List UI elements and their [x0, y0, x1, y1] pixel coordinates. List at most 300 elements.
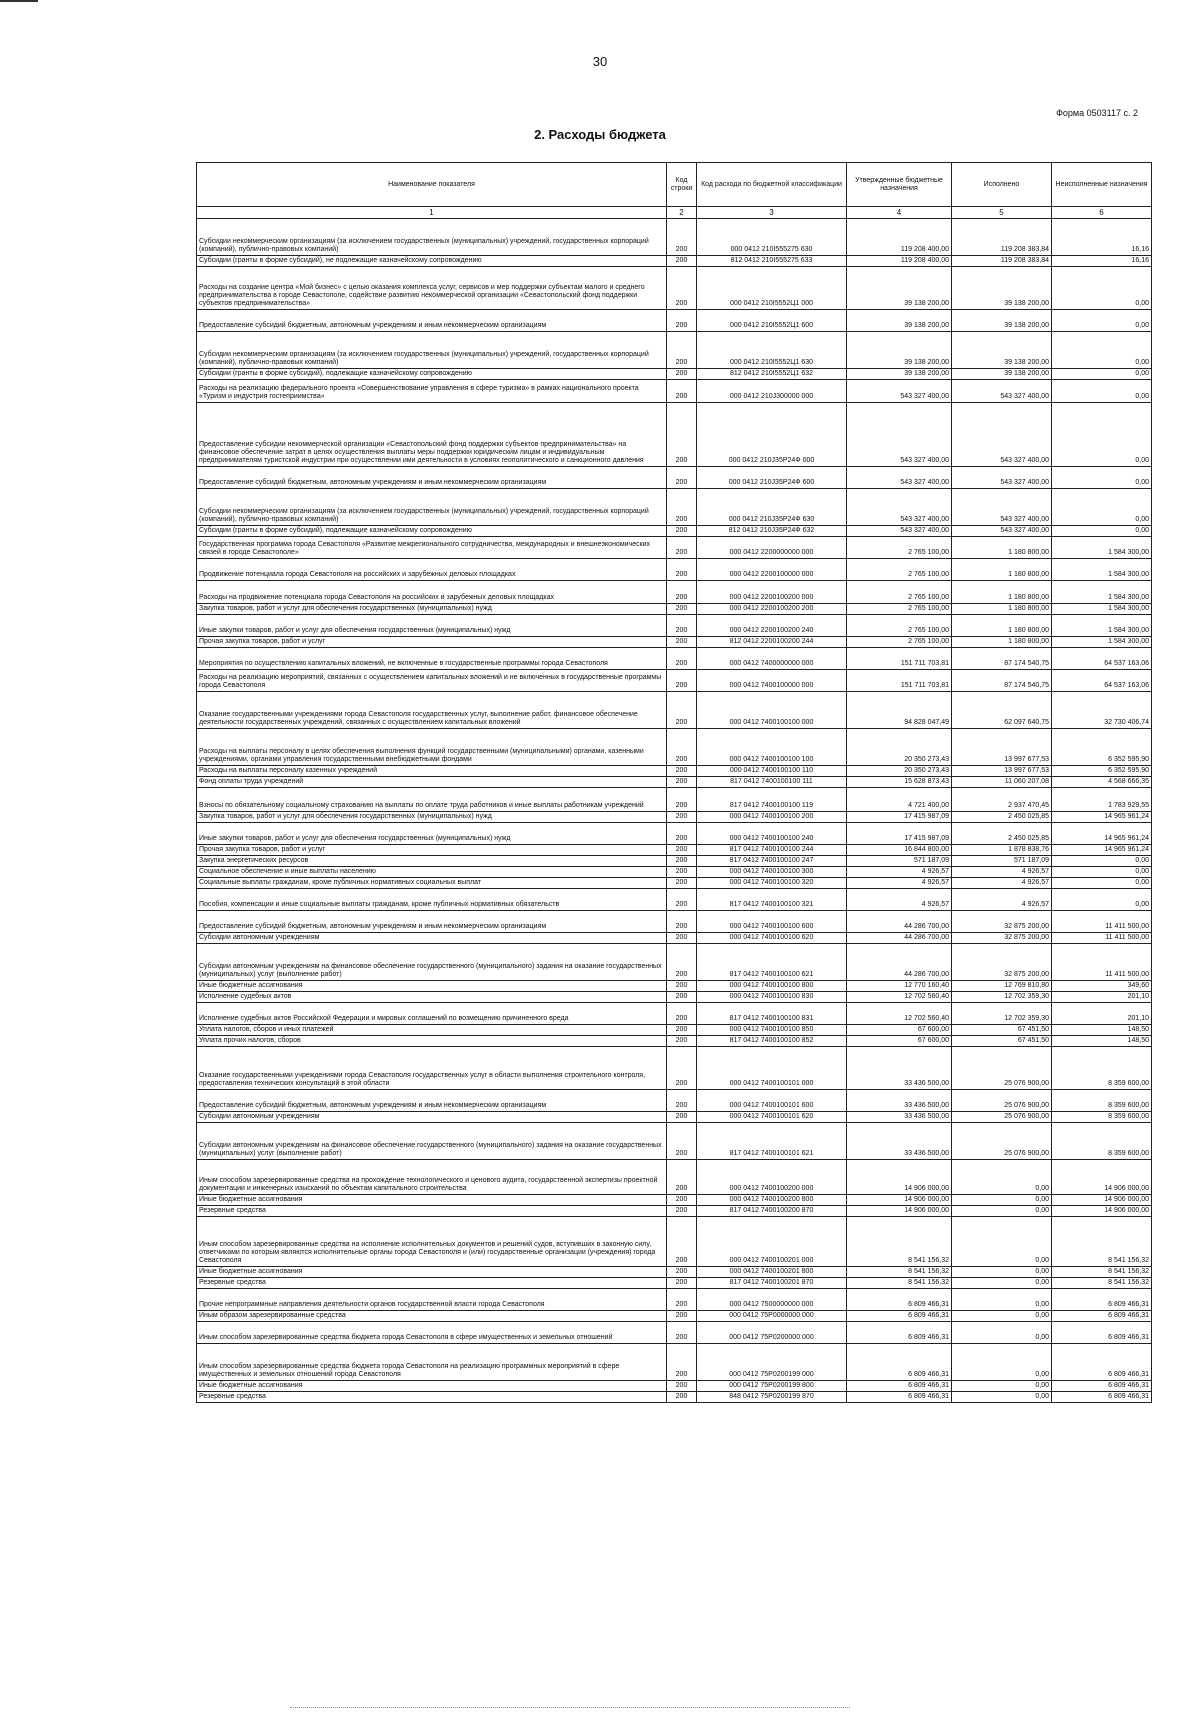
indicator-name: Иные бюджетные ассигнования: [197, 1381, 667, 1392]
approved-amount: 12 770 160,40: [847, 981, 952, 992]
line-code: 200: [667, 1123, 697, 1160]
approved-amount: 44 286 700,00: [847, 944, 952, 981]
indicator-name: Закупка товаров, работ и услуг для обеспечения государственных (муниципальных) нужд: [197, 604, 667, 615]
unexecuted-amount: 0,00: [1052, 889, 1152, 911]
unexecuted-amount: 0,00: [1052, 380, 1152, 403]
scan-bottom-artifact: [290, 1707, 850, 1709]
indicator-name: Иные бюджетные ассигнования: [197, 1267, 667, 1278]
line-code: 200: [667, 637, 697, 648]
classification-code: 817 0412 7400100100 321: [697, 889, 847, 911]
approved-amount: 543 327 400,00: [847, 403, 952, 467]
line-code: 200: [667, 729, 697, 766]
classification-code: 817 0412 7400100100 852: [697, 1036, 847, 1047]
unexecuted-amount: 0,00: [1052, 267, 1152, 310]
unexecuted-amount: 6 352 595,90: [1052, 729, 1152, 766]
table-row: [197, 526, 1152, 537]
executed-amount: 0,00: [952, 1381, 1052, 1392]
indicator-name: Закупка товаров, работ и услуг для обеспечения государственных (муниципальных) нужд: [197, 812, 667, 823]
classification-code: 817 0412 7400100100 621: [697, 944, 847, 981]
unexecuted-amount: 6 809 466,31: [1052, 1381, 1152, 1392]
approved-amount: 16 844 800,00: [847, 845, 952, 856]
classification-code: 000 0412 7400100100 100: [697, 729, 847, 766]
classification-code: 817 0412 7400100101 621: [697, 1123, 847, 1160]
approved-amount: 33 436 500,00: [847, 1112, 952, 1123]
classification-code: 000 0412 7400100100 800: [697, 981, 847, 992]
line-code: 200: [667, 1392, 697, 1403]
table-row: [197, 692, 1152, 729]
classification-code: 000 0412 210J35Р24Ф 600: [697, 467, 847, 489]
executed-amount: 39 138 200,00: [952, 267, 1052, 310]
executed-amount: 67 451,50: [952, 1025, 1052, 1036]
unexecuted-amount: 0,00: [1052, 856, 1152, 867]
executed-amount: 543 327 400,00: [952, 403, 1052, 467]
unexecuted-amount: 64 537 163,06: [1052, 670, 1152, 692]
indicator-name: Исполнение судебных актов: [197, 992, 667, 1003]
document-title: 2. Расходы бюджета: [534, 127, 666, 142]
indicator-name: Прочая закупка товаров, работ и услуг: [197, 637, 667, 648]
classification-code: 848 0412 75Р0200199 870: [697, 1392, 847, 1403]
approved-amount: 2 765 100,00: [847, 581, 952, 604]
line-code: 200: [667, 1217, 697, 1267]
unexecuted-amount: 349,60: [1052, 981, 1152, 992]
executed-amount: 0,00: [952, 1322, 1052, 1344]
column-number: 2: [667, 207, 697, 219]
indicator-name: Прочие непрограммные направления деятельности органов государственной власти города Севастополя: [197, 1289, 667, 1311]
table-row: [197, 369, 1152, 380]
indicator-name: Продвижение потенциала города Севастополя на российских и зарубежных деловых площадках: [197, 559, 667, 581]
unexecuted-amount: 1 584 300,00: [1052, 559, 1152, 581]
classification-code: 817 0412 7400100100 831: [697, 1003, 847, 1025]
line-code: 200: [667, 867, 697, 878]
classification-code: 000 0412 7400100100 240: [697, 823, 847, 845]
table-row: [197, 911, 1152, 933]
page-number: 30: [592, 54, 608, 69]
indicator-name: Предоставление субсидий бюджетным, автономным учреждениям и иным некоммерческим организациям: [197, 467, 667, 489]
indicator-name: Субсидии некоммерческим организациям (за исключением государственных (муниципальных) учреждений, государственных корпораций (компаний), публично-правовых компаний): [197, 489, 667, 526]
line-code: 200: [667, 369, 697, 380]
indicator-name: Оказание государственными учреждениями города Севастополя государственных услуг, выполнение работ, финансовое обеспечение деятельности государственных учреждений, связанных с осуществлением капитальных вложений: [197, 692, 667, 729]
table-row: [197, 467, 1152, 489]
classification-code: 000 0412 75Р0200000 000: [697, 1322, 847, 1344]
indicator-name: Фонд оплаты труда учреждений: [197, 777, 667, 788]
indicator-name: Иные закупки товаров, работ и услуг для обеспечения государственных (муниципальных) нужд: [197, 823, 667, 845]
line-code: 200: [667, 526, 697, 537]
indicator-name: Иным способом зарезервированные средства на исполнение исполнительных документов и решений судов, вступивших в законную силу, ответчиками по которым являются исполнительные органы города Севастополя и (или) государственные организации (учреждения) города Севастополя: [197, 1217, 667, 1267]
approved-amount: 33 436 500,00: [847, 1123, 952, 1160]
indicator-name: Исполнение судебных актов Российской Федерации и мировых соглашений по возмещению причиненного вреда: [197, 1003, 667, 1025]
unexecuted-amount: 6 809 466,31: [1052, 1322, 1152, 1344]
table-row: [197, 878, 1152, 889]
executed-amount: 543 327 400,00: [952, 380, 1052, 403]
approved-amount: 20 350 273,43: [847, 766, 952, 777]
indicator-name: Иным способом зарезервированные средства на прохождение технологического и ценового аудита, государственной экспертизы проектной документации и инженерных изысканий по объектам капитального строительства: [197, 1160, 667, 1195]
classification-code: 000 0412 7400100100 200: [697, 812, 847, 823]
line-code: 200: [667, 788, 697, 812]
table-row: [197, 1278, 1152, 1289]
unexecuted-amount: 14 906 000,00: [1052, 1160, 1152, 1195]
table-row: [197, 267, 1152, 310]
classification-code: 817 0412 7400100100 111: [697, 777, 847, 788]
approved-amount: 4 721 400,00: [847, 788, 952, 812]
header-classification-code: Код расхода по бюджетной классификации: [697, 163, 847, 207]
classification-code: 000 0412 2200100200 200: [697, 604, 847, 615]
indicator-name: Субсидии (гранты в форме субсидий), подлежащие казначейскому сопровождению: [197, 526, 667, 537]
unexecuted-amount: 6 352 595,90: [1052, 766, 1152, 777]
approved-amount: 6 809 466,31: [847, 1289, 952, 1311]
approved-amount: 20 350 273,43: [847, 729, 952, 766]
executed-amount: 0,00: [952, 1311, 1052, 1322]
table-row: [197, 403, 1152, 467]
table-row: [197, 1381, 1152, 1392]
executed-amount: 39 138 200,00: [952, 369, 1052, 380]
line-code: 200: [667, 403, 697, 467]
approved-amount: 14 906 000,00: [847, 1195, 952, 1206]
indicator-name: Субсидии некоммерческим организациям (за исключением государственных (муниципальных) учреждений, государственных корпораций (компаний), публично-правовых компаний): [197, 332, 667, 369]
classification-code: 000 0412 7400100100 600: [697, 911, 847, 933]
line-code: 200: [667, 812, 697, 823]
table-row: [197, 256, 1152, 267]
unexecuted-amount: 0,00: [1052, 403, 1152, 467]
line-code: 200: [667, 670, 697, 692]
line-code: 200: [667, 1381, 697, 1392]
approved-amount: 8 541 156,32: [847, 1217, 952, 1267]
table-row: [197, 1311, 1152, 1322]
table-row: [197, 1267, 1152, 1278]
executed-amount: 2 937 470,45: [952, 788, 1052, 812]
unexecuted-amount: 14 965 961,24: [1052, 812, 1152, 823]
approved-amount: 543 327 400,00: [847, 467, 952, 489]
classification-code: 000 0412 210J300000 000: [697, 380, 847, 403]
executed-amount: 0,00: [952, 1278, 1052, 1289]
table-row: [197, 867, 1152, 878]
unexecuted-amount: 11 411 500,00: [1052, 911, 1152, 933]
table-row: [197, 788, 1152, 812]
classification-code: 812 0412 2200100200 244: [697, 637, 847, 648]
line-code: 200: [667, 1025, 697, 1036]
classification-code: 000 0412 7400100000 000: [697, 670, 847, 692]
table-row: [197, 856, 1152, 867]
line-code: 200: [667, 1036, 697, 1047]
header-unexecuted: Неисполненные назначения: [1052, 163, 1152, 207]
executed-amount: 25 076 900,00: [952, 1112, 1052, 1123]
line-code: 200: [667, 981, 697, 992]
table-row: [197, 1160, 1152, 1195]
unexecuted-amount: 0,00: [1052, 467, 1152, 489]
table-row: [197, 1206, 1152, 1217]
table-row: [197, 1195, 1152, 1206]
unexecuted-amount: 201,10: [1052, 1003, 1152, 1025]
unexecuted-amount: 6 809 466,31: [1052, 1311, 1152, 1322]
executed-amount: 25 076 900,00: [952, 1123, 1052, 1160]
line-code: 200: [667, 1195, 697, 1206]
line-code: 200: [667, 1047, 697, 1090]
executed-amount: 0,00: [952, 1217, 1052, 1267]
line-code: 200: [667, 332, 697, 369]
approved-amount: 15 628 873,43: [847, 777, 952, 788]
unexecuted-amount: 0,00: [1052, 526, 1152, 537]
indicator-name: Социальное обеспечение и иные выплаты населению: [197, 867, 667, 878]
approved-amount: 14 906 000,00: [847, 1206, 952, 1217]
executed-amount: 12 769 810,80: [952, 981, 1052, 992]
classification-code: 000 0412 7400100100 300: [697, 867, 847, 878]
unexecuted-amount: 1 783 929,55: [1052, 788, 1152, 812]
executed-amount: 0,00: [952, 1206, 1052, 1217]
executed-amount: 32 875 200,00: [952, 911, 1052, 933]
unexecuted-amount: 16,16: [1052, 219, 1152, 256]
line-code: 200: [667, 615, 697, 637]
unexecuted-amount: 32 730 406,74: [1052, 692, 1152, 729]
executed-amount: 25 076 900,00: [952, 1047, 1052, 1090]
line-code: 200: [667, 1289, 697, 1311]
indicator-name: Иным способом зарезервированные средства бюджета города Севастополя на реализацию программных мероприятий в сфере имущественных и земельных отношений города Севастополя: [197, 1344, 667, 1381]
indicator-name: Предоставление субсидий бюджетным, автономным учреждениям и иным некоммерческим организациям: [197, 310, 667, 332]
classification-code: 812 0412 210J35Р24Ф 632: [697, 526, 847, 537]
table-row: [197, 380, 1152, 403]
classification-code: 000 0412 210I5552Ц1 630: [697, 332, 847, 369]
indicator-name: Резервные средства: [197, 1206, 667, 1217]
line-code: 200: [667, 1112, 697, 1123]
line-code: 200: [667, 1206, 697, 1217]
approved-amount: 2 765 100,00: [847, 637, 952, 648]
classification-code: 817 0412 7400100200 870: [697, 1206, 847, 1217]
indicator-name: Субсидии (гранты в форме субсидий), не подлежащие казначейскому сопровождению: [197, 256, 667, 267]
approved-amount: 12 702 560,40: [847, 992, 952, 1003]
indicator-name: Закупка энергетических ресурсов: [197, 856, 667, 867]
executed-amount: 0,00: [952, 1160, 1052, 1195]
table-row: [197, 1392, 1152, 1403]
unexecuted-amount: 8 359 600,00: [1052, 1112, 1152, 1123]
approved-amount: 151 711 703,81: [847, 670, 952, 692]
approved-amount: 151 711 703,81: [847, 648, 952, 670]
approved-amount: 12 702 560,40: [847, 1003, 952, 1025]
unexecuted-amount: 16,16: [1052, 256, 1152, 267]
header-line-code: Код строки: [667, 163, 697, 207]
indicator-name: Расходы на выплаты персоналу казенных учреждений: [197, 766, 667, 777]
unexecuted-amount: 0,00: [1052, 489, 1152, 526]
executed-amount: 13 997 677,53: [952, 766, 1052, 777]
classification-code: 000 0412 7400100100 000: [697, 692, 847, 729]
approved-amount: 94 828 047,49: [847, 692, 952, 729]
unexecuted-amount: 64 537 163,06: [1052, 648, 1152, 670]
line-code: 200: [667, 845, 697, 856]
classification-code: 812 0412 210I5552Ц1 632: [697, 369, 847, 380]
executed-amount: 0,00: [952, 1344, 1052, 1381]
indicator-name: Иные бюджетные ассигнования: [197, 1195, 667, 1206]
unexecuted-amount: 1 584 300,00: [1052, 604, 1152, 615]
executed-amount: 87 174 540,75: [952, 648, 1052, 670]
executed-amount: 12 702 359,30: [952, 1003, 1052, 1025]
executed-amount: 1 180 800,00: [952, 615, 1052, 637]
approved-amount: 119 208 400,00: [847, 219, 952, 256]
classification-code: 000 0412 210I5552Ц1 000: [697, 267, 847, 310]
classification-code: 000 0412 7400100200 000: [697, 1160, 847, 1195]
classification-code: 817 0412 7400100100 244: [697, 845, 847, 856]
classification-code: 000 0412 210I5552Ц1 600: [697, 310, 847, 332]
executed-amount: 119 208 383,84: [952, 219, 1052, 256]
executed-amount: 2 450 025,85: [952, 812, 1052, 823]
classification-code: 000 0412 75Р0200199 800: [697, 1381, 847, 1392]
table-row: [197, 981, 1152, 992]
unexecuted-amount: 8 359 600,00: [1052, 1090, 1152, 1112]
table-row: [197, 1025, 1152, 1036]
executed-amount: 32 875 200,00: [952, 933, 1052, 944]
table-row: [197, 729, 1152, 766]
column-number: 1: [197, 207, 667, 219]
classification-code: 817 0412 7400100100 119: [697, 788, 847, 812]
table-row: [197, 581, 1152, 604]
table-row: [197, 219, 1152, 256]
unexecuted-amount: 0,00: [1052, 867, 1152, 878]
unexecuted-amount: 11 411 500,00: [1052, 944, 1152, 981]
classification-code: 000 0412 7400100100 830: [697, 992, 847, 1003]
table-row: [197, 1112, 1152, 1123]
table-row: [197, 1036, 1152, 1047]
classification-code: 000 0412 7400100100 320: [697, 878, 847, 889]
column-number: 5: [952, 207, 1052, 219]
line-code: 200: [667, 1090, 697, 1112]
table-row: [197, 615, 1152, 637]
unexecuted-amount: 8 541 156,32: [1052, 1217, 1152, 1267]
executed-amount: 4 926,57: [952, 878, 1052, 889]
executed-amount: 12 702 359,30: [952, 992, 1052, 1003]
line-code: 200: [667, 467, 697, 489]
classification-code: 000 0412 210J35Р24Ф 000: [697, 403, 847, 467]
executed-amount: 11 060 207,08: [952, 777, 1052, 788]
unexecuted-amount: 14 906 000,00: [1052, 1206, 1152, 1217]
approved-amount: 2 765 100,00: [847, 615, 952, 637]
approved-amount: 571 187,09: [847, 856, 952, 867]
indicator-name: Предоставление субсидий бюджетным, автономным учреждениям и иным некоммерческим организациям: [197, 1090, 667, 1112]
classification-code: 000 0412 7400100201 800: [697, 1267, 847, 1278]
indicator-name: Оказание государственными учреждениями города Севастополя государственных услуг в области выполнения строительного контроля, предоставления технических консультаций в этой области: [197, 1047, 667, 1090]
approved-amount: 543 327 400,00: [847, 489, 952, 526]
classification-code: 000 0412 7400100101 620: [697, 1112, 847, 1123]
approved-amount: 17 415 987,09: [847, 823, 952, 845]
classification-code: 000 0412 210I555275 630: [697, 219, 847, 256]
unexecuted-amount: 8 541 156,32: [1052, 1278, 1152, 1289]
unexecuted-amount: 148,50: [1052, 1025, 1152, 1036]
classification-code: 000 0412 75Р0000000 000: [697, 1311, 847, 1322]
unexecuted-amount: 0,00: [1052, 332, 1152, 369]
approved-amount: 4 926,57: [847, 889, 952, 911]
executed-amount: 543 327 400,00: [952, 526, 1052, 537]
classification-code: 817 0412 7400100100 247: [697, 856, 847, 867]
indicator-name: Социальные выплаты гражданам, кроме публичных нормативных социальных выплат: [197, 878, 667, 889]
indicator-name: Пособия, компенсации и иные социальные выплаты гражданам, кроме публичных нормативных обязательств: [197, 889, 667, 911]
approved-amount: 4 926,57: [847, 878, 952, 889]
budget-expenses-table: [196, 162, 1152, 1403]
indicator-name: Иным способом зарезервированные средства бюджета города Севастополя в сфере имущественных и земельных отношений: [197, 1322, 667, 1344]
indicator-name: Расходы на реализацию федерального проекта «Совершенствование управления в сфере туризма» в рамках национального проекта «Туризм и индустрия гостеприимства»: [197, 380, 667, 403]
indicator-name: Взносы по обязательному социальному страхованию на выплаты по оплате труда работников и иные выплаты работникам учреждений: [197, 788, 667, 812]
classification-code: 000 0412 7400100101 600: [697, 1090, 847, 1112]
unexecuted-amount: 0,00: [1052, 369, 1152, 380]
indicator-name: Субсидии автономным учреждениям: [197, 933, 667, 944]
indicator-name: Иным образом зарезервированные средства: [197, 1311, 667, 1322]
line-code: 200: [667, 1160, 697, 1195]
approved-amount: 67 600,00: [847, 1025, 952, 1036]
approved-amount: 8 541 156,32: [847, 1278, 952, 1289]
line-code: 200: [667, 310, 697, 332]
classification-code: 000 0412 7400000000 000: [697, 648, 847, 670]
line-code: 200: [667, 1344, 697, 1381]
unexecuted-amount: 11 411 500,00: [1052, 933, 1152, 944]
unexecuted-amount: 14 965 961,24: [1052, 845, 1152, 856]
header-indicator-name: Наименование показателя: [197, 163, 667, 207]
executed-amount: 62 097 640,75: [952, 692, 1052, 729]
table-row: [197, 489, 1152, 526]
table-row: [197, 812, 1152, 823]
line-code: 200: [667, 219, 697, 256]
line-code: 200: [667, 692, 697, 729]
table-body: [197, 219, 1152, 1403]
executed-amount: 39 138 200,00: [952, 310, 1052, 332]
table-row: [197, 933, 1152, 944]
approved-amount: 543 327 400,00: [847, 380, 952, 403]
approved-amount: 14 906 000,00: [847, 1160, 952, 1195]
approved-amount: 2 765 100,00: [847, 604, 952, 615]
indicator-name: Субсидии автономным учреждениям: [197, 1112, 667, 1123]
table-row: [197, 1217, 1152, 1267]
approved-amount: 33 436 500,00: [847, 1090, 952, 1112]
approved-amount: 44 286 700,00: [847, 933, 952, 944]
approved-amount: 543 327 400,00: [847, 526, 952, 537]
executed-amount: 39 138 200,00: [952, 332, 1052, 369]
approved-amount: 39 138 200,00: [847, 310, 952, 332]
header-executed: Исполнено: [952, 163, 1052, 207]
executed-amount: 0,00: [952, 1195, 1052, 1206]
line-code: 200: [667, 581, 697, 604]
indicator-name: Субсидии автономным учреждениям на финансовое обеспечение государственного (муниципального) задания на оказание государственных (муниципальных) услуг (выполнение работ): [197, 1123, 667, 1160]
line-code: 200: [667, 992, 697, 1003]
line-code: 200: [667, 823, 697, 845]
unexecuted-amount: 8 359 600,00: [1052, 1047, 1152, 1090]
approved-amount: 6 809 466,31: [847, 1311, 952, 1322]
table-row: [197, 604, 1152, 615]
line-code: 200: [667, 380, 697, 403]
table-row: [197, 823, 1152, 845]
classification-code: 000 0412 2200100200 240: [697, 615, 847, 637]
classification-code: 812 0412 210I555275 633: [697, 256, 847, 267]
classification-code: 000 0412 7400100100 620: [697, 933, 847, 944]
table-row: [197, 1344, 1152, 1381]
table-row: [197, 332, 1152, 369]
line-code: 200: [667, 766, 697, 777]
approved-amount: 39 138 200,00: [847, 332, 952, 369]
table-row: [197, 992, 1152, 1003]
table-row: [197, 310, 1152, 332]
indicator-name: Расходы на продвижение потенциала города Севастополя на российских и зарубежных деловых площадках: [197, 581, 667, 604]
approved-amount: 33 436 500,00: [847, 1047, 952, 1090]
table-row: [197, 1003, 1152, 1025]
line-code: 200: [667, 889, 697, 911]
line-code: 200: [667, 1003, 697, 1025]
unexecuted-amount: 8 359 600,00: [1052, 1123, 1152, 1160]
indicator-name: Расходы на выплаты персоналу в целях обеспечения выполнения функций государственными (муниципальными) органами, казенными учреждениями, органами управления государственными внебюджетными фондами: [197, 729, 667, 766]
indicator-name: Государственная программа города Севастополя «Развитие межрегионального сотрудничества, международных и внешнеэкономических связей в городе Севастополе»: [197, 537, 667, 559]
line-code: 200: [667, 911, 697, 933]
indicator-name: Уплата налогов, сборов и иных платежей: [197, 1025, 667, 1036]
executed-amount: 0,00: [952, 1289, 1052, 1311]
executed-amount: 571 187,09: [952, 856, 1052, 867]
line-code: 200: [667, 944, 697, 981]
approved-amount: 39 138 200,00: [847, 267, 952, 310]
line-code: 200: [667, 878, 697, 889]
unexecuted-amount: 6 809 466,31: [1052, 1344, 1152, 1381]
executed-amount: 543 327 400,00: [952, 467, 1052, 489]
indicator-name: Резервные средства: [197, 1278, 667, 1289]
indicator-name: Резервные средства: [197, 1392, 667, 1403]
